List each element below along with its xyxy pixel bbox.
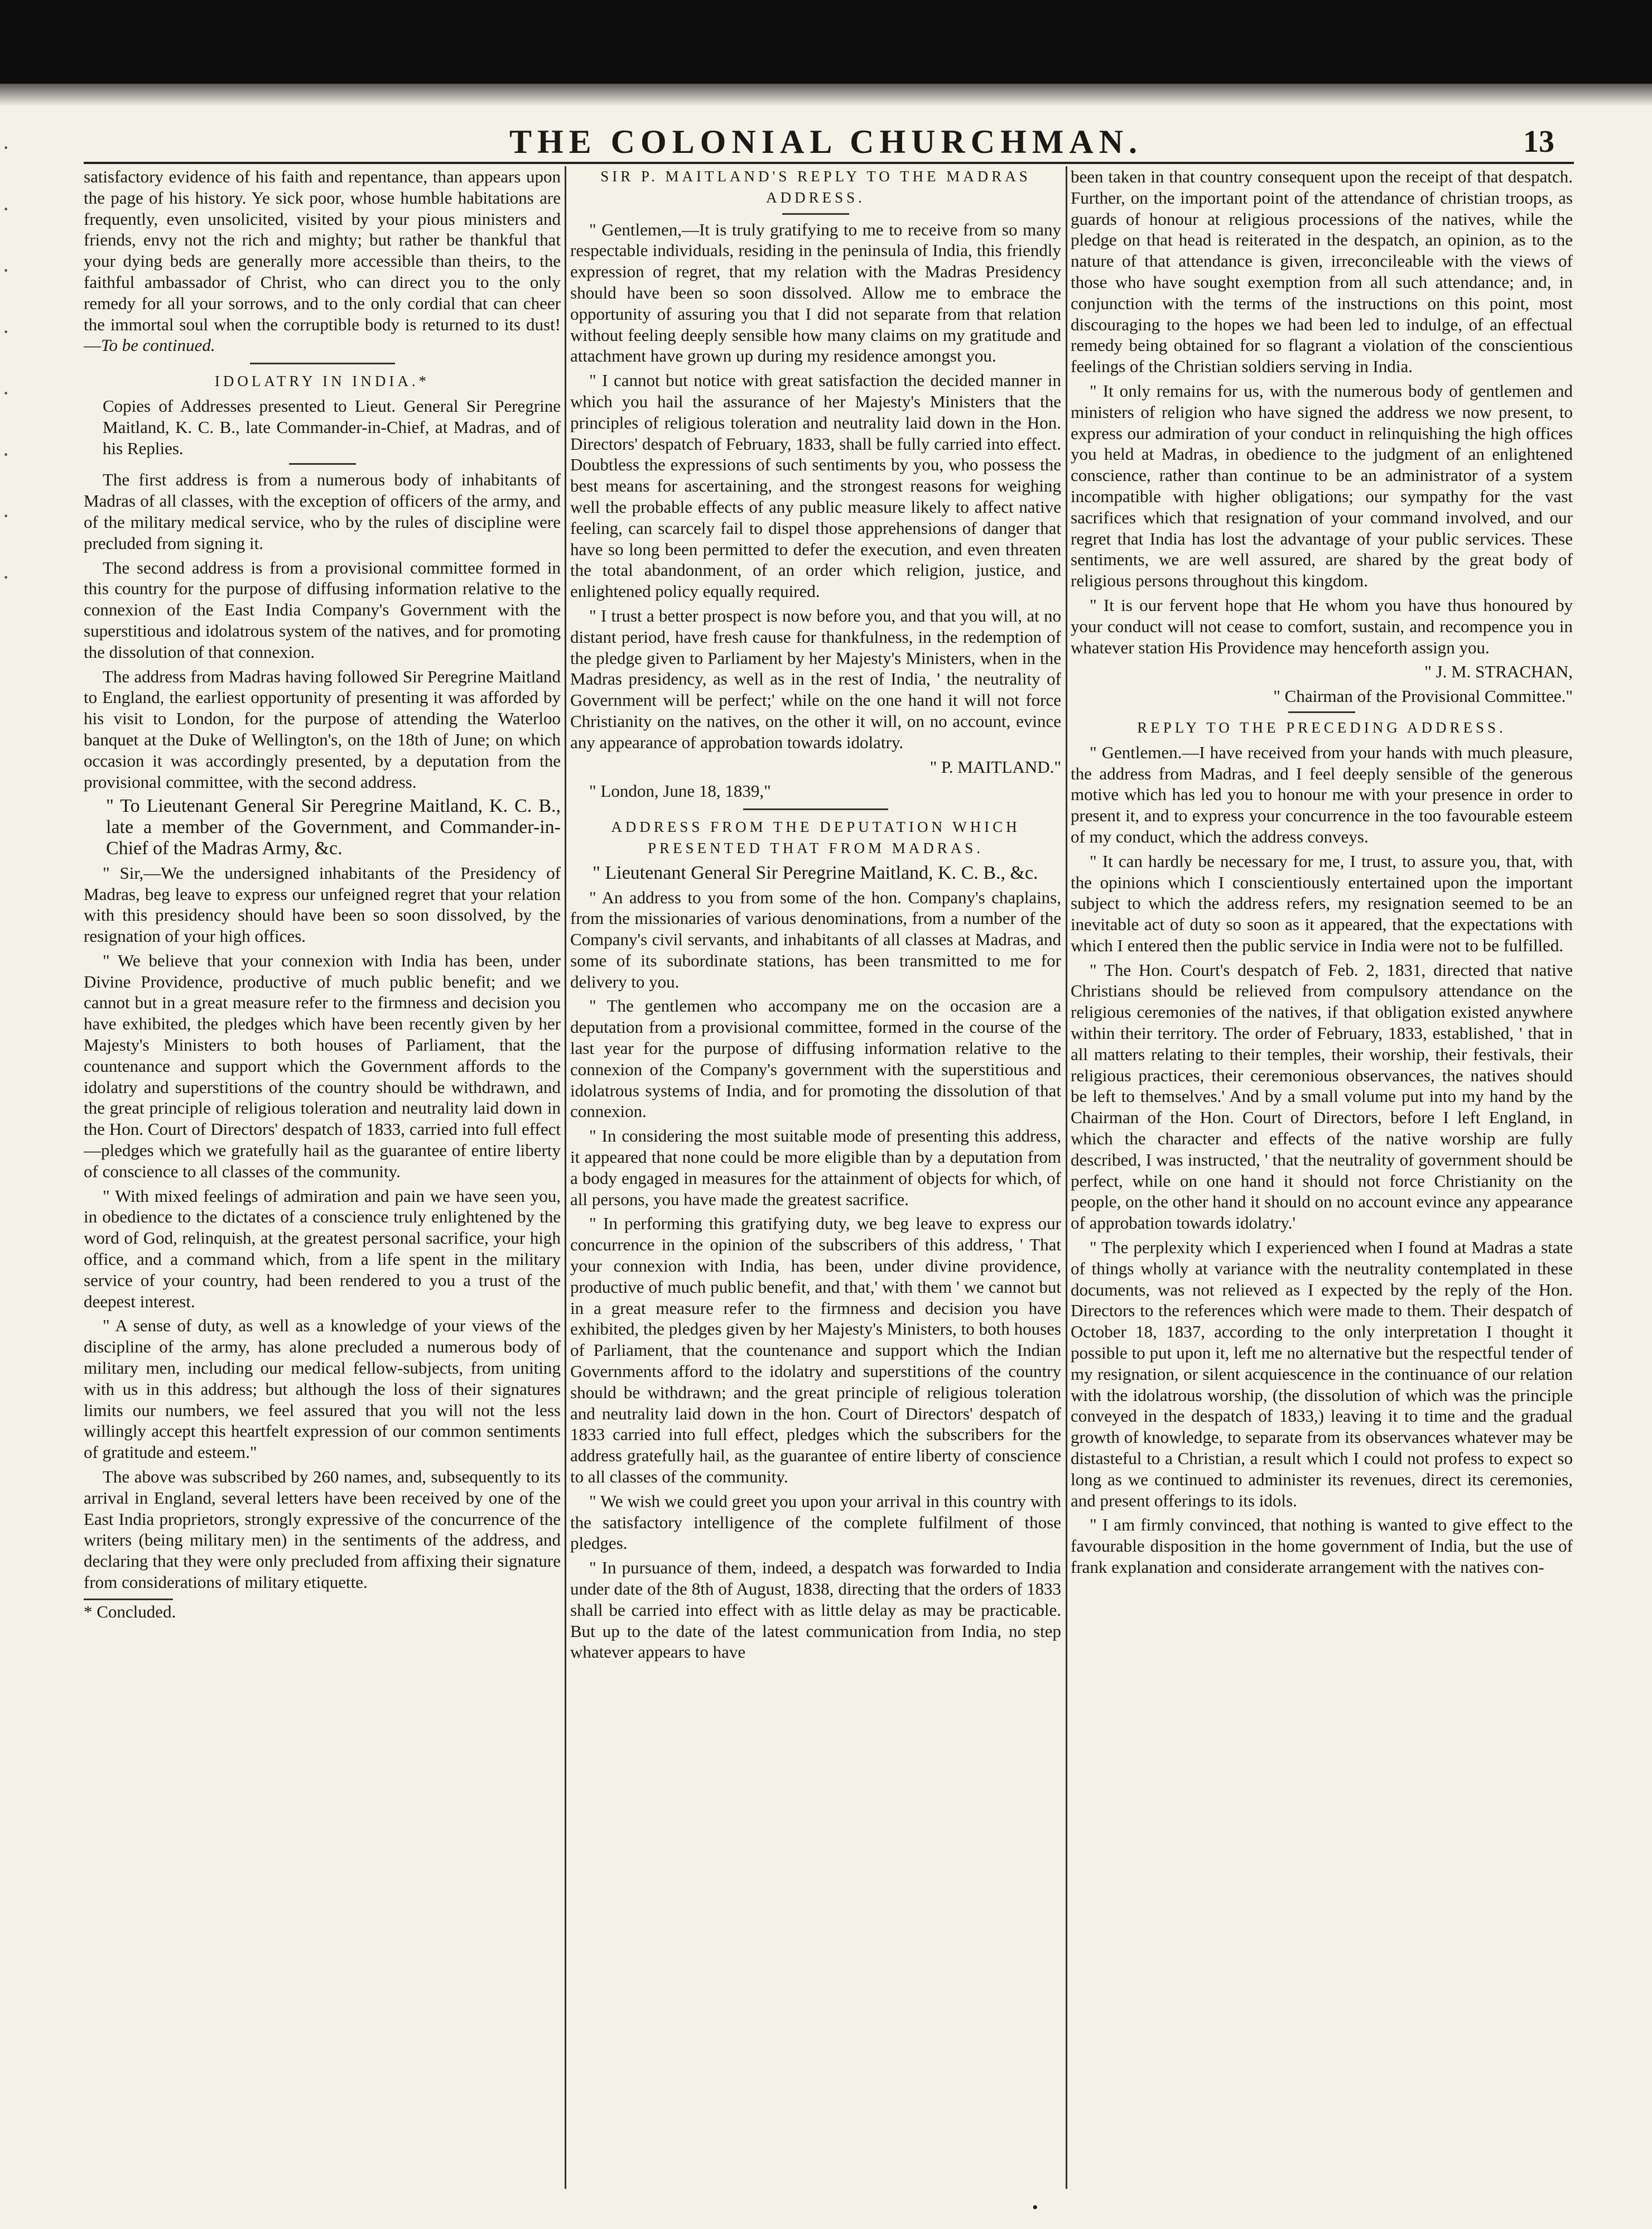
paragraph <box>84 166 561 356</box>
column-rule-1 <box>565 166 566 2189</box>
paragraph: " The Hon. Court's despatch of Feb. 2, 1831, directed that native Christians should be relieved from compulsory attendance on the religious ceremonies of the natives, if that obligation existed anywhere within their territory. The order of February, 1833, established, ' that in all matters relating to their temples, their worship, their festivals, their religious practices, their ceremonious observances, the natives should be left to themselves.' And by a small volume put into my hand by the Chairman of the Hon. Court of Directors, before I left England, in which the character and effects of the native worship are fully described, I was instructed, ' that the neutrality of government should be perfect, while on one hand it should not force Christianity on the people, on the other hand it should on no account evince any appearance of approbation towards idolatry.' <box>1071 960 1573 1233</box>
section-heading: IDOLATRY IN INDIA.* <box>214 373 430 390</box>
divider <box>1288 711 1355 713</box>
section-rule <box>250 363 395 364</box>
column-3 <box>1071 166 1573 2189</box>
signature-name: " J. M. STRACHAN, <box>1424 662 1573 682</box>
address-salutation: " To Lieutenant General Sir Peregrine Maitland, K. C. B., late a member of the Government, and Commander-in-Chief of the Madras Army, &c. <box>106 796 561 859</box>
paragraph: " I am firmly convinced, that nothing is wanted to give effect to the favourable disposition in the home government of India, but the use of frank explanation and considerate arrangement with the natives con- <box>1071 1515 1573 1577</box>
address-salutation: " Lieutenant General Sir Peregrine Maitland, K. C. B., &c. <box>593 862 1038 883</box>
divider <box>782 213 849 215</box>
paragraph: " Sir,—We the undersigned inhabitants of the Presidency of Madras, beg leave to express our unfeigned regret that your relation with this presidency should have been so soon dissolved, by the resignation of your high offices. <box>84 863 561 946</box>
footnote: * Concluded. <box>84 1601 176 1621</box>
paragraph: been taken in that country consequent upon the receipt of that despatch. Further, on the important point of the attendance of christian troops, as guards of honour at religious processions of the natives, while the pledge on that head is reiterated in the despatch, an opinion, as to the nature of that attendance is given, irreconcileable with the views of those who have sought exemption from all such attendance; and, in conjunction with the terms of the instructions on this point, most discouraging to the hopes we had been led to indulge, of an effectual remedy being obtained for so flagrant a violation of the conscientious feelings of the Christian soldiers serving in India. <box>1071 167 1573 377</box>
signature: " P. MAITLAND." <box>929 757 1061 777</box>
paragraph: " In pursuance of them, indeed, a despatch was forwarded to India under date of the 8th of August, 1838, directing that the orders of 1833 shall be carried into effect with as little delay as may be practicable. But up to the date of the latest communication from India, no step whatever appears to have <box>570 1558 1061 1662</box>
scan-speck: • <box>1032 2198 1038 2217</box>
paragraph: " I cannot but notice with great satisfaction the decided manner in which you hail the assurance of her Majesty's Ministers that the principles of religious toleration and neutrality laid down in the Hon. Directors' despatch of February, 1833, shall be fully carried into effect. Doubtless the expressions of such sentiments by you, who possess the best means for ascertaining, and the strongest reasons for weighing well the probable effects of any public measure likely to affect native feeling, can scarcely fail to dispel those apprehensions of danger that have so long been permitted to defer the execution, and even threaten the total abandonment, of an order which religion, justice, and enlightened policy equally required. <box>570 370 1061 601</box>
paragraph: " It is our fervent hope that He whom you have thus honoured by your conduct will not cease to comfort, sustain, and recompence you in whatever station His Providence may henceforth assign you. <box>1071 595 1573 657</box>
paragraph: " We wish we could greet you upon your arrival in this country with the satisfactory intelligence of the complete fulfilment of those pledges. <box>570 1491 1061 1553</box>
margin-marks: · · · · · · · · <box>2 135 10 590</box>
scan-edge-shadow <box>0 84 1652 106</box>
dateline: " London, June 18, 1839," <box>589 781 771 801</box>
paragraph: " The perplexity which I experienced when I found at Madras a state of things wholly at variance with the neutrality contemplated in these documents, was not relieved as I expected by the reply of the Hon. Directors to the references which were made to them. Their despatch of October 18, 1837, according to the only interpretation I thought it possible to put upon it, left me no alternative but the respectful tender of my resignation, or silent acquiescence in the continuance of our relation with the idolatrous worship, (the dissolution of which was the principle conveyed in the despatch of 1833,) leaving it to time and the gradual growth of knowledge, to separate from its observances whatever may be distasteful to a Christian, a result which I could not profess to expect so long as we continued to administer its revenues, direct its ceremonies, and present offerings to its idols. <box>1071 1238 1573 1510</box>
divider <box>289 463 356 465</box>
paragraph: " I trust a better prospect is now before you, and that you will, at no distant period, have fresh cause for thankfulness, in the redemption of the pledge given to Parliament by her Majesty's Ministers, when in the Madras presidency, as well as in the rest of India, ' the neutrality of Government will be perfect;' while on the one hand it will not force Christianity on the natives, on the other it will, on no account, evince any appearance of approbation towards idolatry. <box>570 605 1061 752</box>
paragraph-text: satisfactory evidence of his faith and repentance, than appears upon the page of his history. Ye sick poor, whose humble habitations are frequently, even unsolicited, visited by your pious ministers and friends, envy not the rich and mighty; but rather be thankful that your dying beds are generally more accessible than theirs, to the faithful ambassador of Christ, who can direct you to the only remedy for all your sorrows, and to the only cordial that can cheer the immortal soul when the corruptible body is returned to its dust!— <box>84 167 561 355</box>
paragraph: " An address to you from some of the hon. Company's chaplains, from the missionaries of various denominations, from a number of the Company's civil servants, and inhabitants of all classes at Madras, and some of its subordinate stations, has been transmitted to me for delivery to you. <box>570 887 1061 991</box>
paragraph: " In considering the most suitable mode of presenting this address, it appeared that none could be more eligible than by a deputation from a body engaged in measures for the attainment of objects for which, of all persons, you have made the greatest sacrifice. <box>570 1126 1061 1209</box>
signature-title: " Chairman of the Provisional Committee." <box>1273 686 1573 706</box>
section-heading: REPLY TO THE PRECEDING ADDRESS. <box>1137 719 1506 736</box>
page-title: THE COLONIAL CHURCHMAN. <box>509 123 1143 160</box>
column-2 <box>570 166 1061 2189</box>
paragraph: The address from Madras having followed Sir Peregrine Maitland to England, the earliest opportunity of presenting it was afforded by his visit to London, for the purpose of attending the Waterloo banquet at the Duke of Wellington's, on the 18th of June; on which occasion it was accordingly presented, by a deputation from the provisional committee, with the second address. <box>84 666 561 792</box>
paragraph: " We believe that your connexion with India has been, under Divine Providence, productive of much public benefit; and we cannot but in a great measure refer to the firmness and decision you have exhibited, the pledges which have been recently given by her Majesty's Ministers to both houses of Parliament, that the countenance and support which the Government affords to the idolatry and superstitions of the country should be withdrawn, and the great principle of religious toleration and neutrality laid down in the Hon. Court of Directors' despatch of 1833, carried into full effect—pledges which we gratefully hail as the guarantee of entire liberty of conscience to all classes of the community. <box>84 950 561 1181</box>
footnote-rule <box>84 1599 173 1600</box>
paragraph: " It only remains for us, with the numerous body of gentlemen and ministers of religion who have signed the address we now present, to express our admiration of your conduct in relinquishing the high offices you held at Madras, in obedience to the judgment of an enlightened conscience, rather than continue to be an administrator of a system incompatible with higher obligations; our sympathy for the vast sacrifices which that resignation of your command involved, and our regret that India has lost the advantage of your public services. These sentiments, we are well assured, are shared by the great body of religious persons throughout this kingdom. <box>1071 381 1573 591</box>
column-1 <box>84 166 561 2189</box>
section-heading: ADDRESS FROM THE DEPUTATION WHICH PRESENTED THAT FROM MADRAS. <box>611 819 1020 856</box>
intro-note: Copies of Addresses presented to Lieut. General Sir Peregrine Maitland, K. C. B., late Commander-in-Chief, at Madras, and of his Replies. <box>103 396 561 458</box>
to-be-continued: To be continued. <box>101 335 215 355</box>
paragraph: " It can hardly be necessary for me, I trust, to assure you, that, with the opinions which I conscientiously entertained upon the important subject to which the address refers, my resignation seemed to be an inevitable act of duty so soon as it appeared, that the expectations with which I entered then the public service in India were not to be fulfilled. <box>1071 851 1573 955</box>
paragraph: The first address is from a numerous body of inhabitants of Madras of all classes, with the exception of officers of the army, and of the military medical service, who by the rules of discipline were precluded from signing it. <box>84 470 561 553</box>
section-rule <box>743 808 888 810</box>
column-rule-2 <box>1066 166 1067 2189</box>
scan-top-border <box>0 0 1652 84</box>
paragraph: " Gentlemen,—It is truly gratifying to me to receive from so many respectable individuals, residing in the peninsula of India, this friendly expression of regret, that my relation with the Madras Presidency should have been so soon dissolved. Allow me to embrace the opportunity of assuring you that I did not separate from that relation without feeling deeply sensible how many claims on my gratitude and attachment have grown up during my residence amongst you. <box>570 219 1061 366</box>
paragraph: " In performing this gratifying duty, we beg leave to express our concurrence in the opinion of the subscribers of this address, ' That your connexion with India, has been, under divine providence, productive of much public benefit, and that,' with them ' we cannot but in a great measure refer to the firmness and decision you have exhibited, the pledges given by her Majesty's Ministers, to both houses of Parliament, that the countenance and support which the Indian Governments afford to the idolatry and superstitions of the country should be withdrawn; and the great principle of religious toleration and neutrality laid down in the hon. Court of Directors' despatch of 1833 carried into full effect, pledges which the subscribers for the address gratefully hail, as the guarantee of entire liberty of conscience to all classes of the community. <box>570 1214 1061 1487</box>
paragraph: The second address is from a provisional committee formed in this country for the purpose of diffusing information relative to the connexion of the East India Company's Government with the superstitious and idolatrous system of the natives, and for promoting the dissolution of that connexion. <box>84 557 561 662</box>
page-number: 13 <box>1523 124 1554 159</box>
title-rule <box>84 162 1574 164</box>
paragraph: The above was subscribed by 260 names, and, subsequently to its arrival in England, several letters have been received by one of the East India proprietors, strongly expressive of the concurrence of the writers (being military men) in the sentiments of the address, and declaring that they were only precluded from affixing their signature from considerations of military etiquette. <box>84 1467 561 1592</box>
section-heading: SIR P. MAITLAND'S REPLY TO THE MADRAS ADDRESS. <box>600 168 1031 206</box>
paragraph: " With mixed feelings of admiration and pain we have seen you, in obedience to the dictates of a conscience truly enlightened by the word of God, relinquish, at the greatest personal sacrifice, your high office, and a command which, from a life spent in the military service of your country, had been rendered to you a trust of the deepest interest. <box>84 1186 561 1311</box>
paragraph: " The gentlemen who accompany me on the occasion are a deputation from a provisional committee, formed in the course of the last year for the purpose of diffusing information relative to the connexion of the Company's government with the superstitious and idolatrous systems of India, and for promoting the dissolution of that connexion. <box>570 996 1061 1121</box>
paragraph: " A sense of duty, as well as a knowledge of your views of the discipline of the army, has alone precluded a numerous body of military men, including our medical fellow-subjects, from uniting with us in this address; but although the loss of their signatures limits our numbers, we feel assured that you will not the less willingly accept this heartfelt expression of our common sentiments of gratitude and esteem." <box>84 1316 561 1462</box>
paragraph: " Gentlemen.—I have received from your hands with much pleasure, the address from Madras, and I feel deeply sensible of the generous motive which has led you to honour me with your presence in order to present it, and to express your concurrence in the too favourable esteem of my conduct, which the address conveys. <box>1071 742 1573 846</box>
